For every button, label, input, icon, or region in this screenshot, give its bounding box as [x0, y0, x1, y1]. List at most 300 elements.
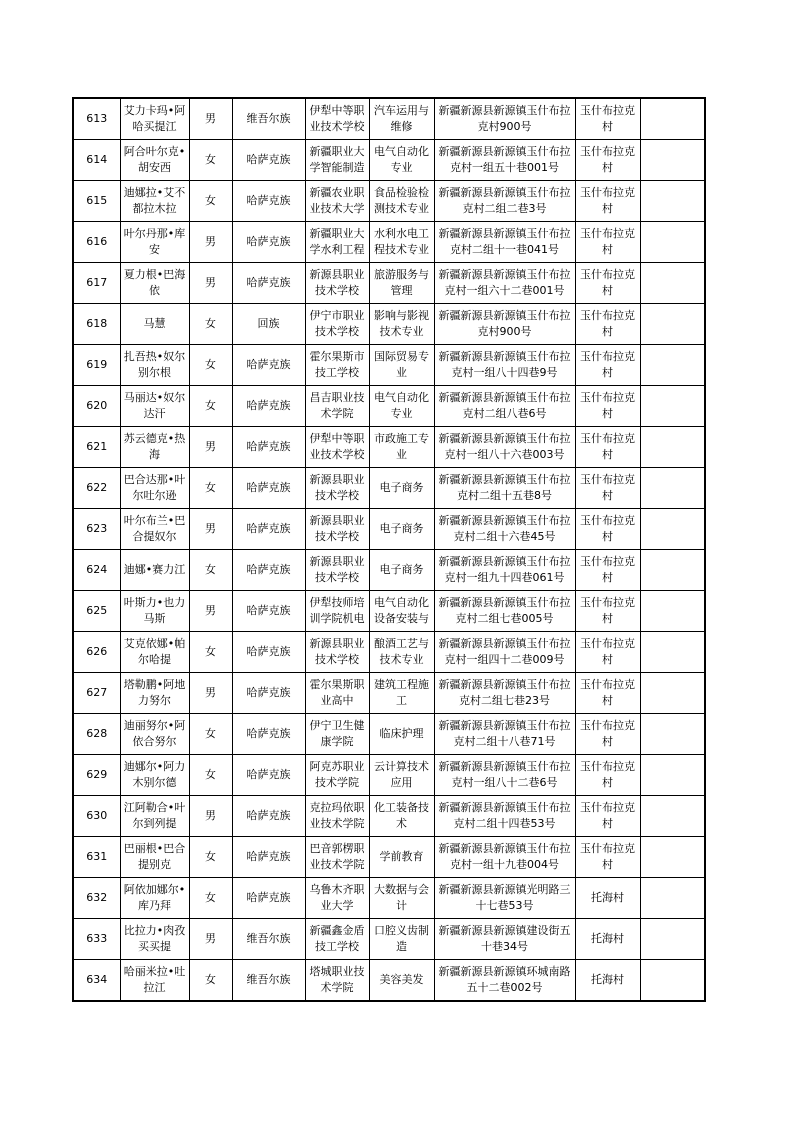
cell-index-text: 616: [86, 235, 108, 248]
cell-address: [434, 960, 575, 1002]
cell-village: [575, 632, 640, 673]
cell-gender: [189, 386, 232, 427]
cell-ethnicity: [232, 263, 305, 304]
table-row: [73, 878, 705, 919]
cell-index-text: 630: [86, 809, 108, 822]
cell-school-text: 塔城职业技术学院: [309, 965, 365, 994]
cell-index-text: 631: [86, 850, 108, 863]
cell-gender: [189, 304, 232, 345]
cell-village: [575, 140, 640, 181]
cell-gender: [189, 427, 232, 468]
cell-ethnicity-text: 哈萨克族: [246, 563, 291, 576]
cell-address: [434, 591, 575, 632]
cell-address: [434, 181, 575, 222]
cell-index-text: 613: [86, 112, 108, 125]
cell-empty: [640, 673, 705, 714]
cell-village-text: 托海村: [591, 973, 624, 986]
cell-ethnicity-text: 哈萨克族: [246, 481, 291, 494]
cell-name: [120, 304, 189, 345]
table-row: [73, 796, 705, 837]
cell-gender-text: 男: [205, 522, 216, 535]
cell-major: [369, 98, 434, 140]
cell-gender-text: 男: [205, 276, 216, 289]
cell-ethnicity: [232, 468, 305, 509]
cell-index-text: 617: [86, 276, 108, 289]
cell-ethnicity-text: 维吾尔族: [246, 112, 291, 125]
cell-ethnicity-text: 哈萨克族: [246, 440, 291, 453]
cell-major: [369, 386, 434, 427]
cell-village: [575, 550, 640, 591]
cell-empty: [640, 140, 705, 181]
cell-ethnicity-text: 哈萨克族: [246, 768, 291, 781]
cell-major: [369, 714, 434, 755]
cell-gender: [189, 673, 232, 714]
cell-village: [575, 304, 640, 345]
cell-school-text: 新疆职业大学水利工程: [309, 227, 365, 256]
cell-gender-text: 女: [205, 194, 216, 207]
cell-name-text: 阿合叶尔克•胡安西: [123, 145, 186, 174]
cell-address: [434, 632, 575, 673]
cell-major-text: 电子商务: [379, 563, 424, 576]
cell-school: [305, 960, 369, 1002]
cell-school: [305, 345, 369, 386]
cell-school-text: 克拉玛依职业技术学院: [309, 801, 365, 830]
cell-name: [120, 550, 189, 591]
table-row: [73, 755, 705, 796]
cell-name: [120, 140, 189, 181]
cell-name-text: 马丽达•奴尔达汗: [123, 391, 186, 420]
cell-address: [434, 263, 575, 304]
cell-major: [369, 427, 434, 468]
cell-school: [305, 796, 369, 837]
cell-major-text: 电气自动化专业: [374, 145, 429, 174]
cell-ethnicity-text: 哈萨克族: [246, 727, 291, 740]
cell-empty: [640, 632, 705, 673]
cell-index-text: 629: [86, 768, 108, 781]
cell-school-text: 新源县职业技术学校: [309, 555, 365, 584]
cell-ethnicity: [232, 386, 305, 427]
cell-gender: [189, 140, 232, 181]
cell-school: [305, 181, 369, 222]
cell-index-text: 634: [86, 973, 108, 986]
cell-school-text: 新源县职业技术学校: [309, 514, 365, 543]
cell-village-text: 玉什布拉克村: [580, 678, 635, 707]
cell-ethnicity: [232, 427, 305, 468]
cell-ethnicity: [232, 304, 305, 345]
cell-school-text: 新源县职业技术学校: [309, 268, 365, 297]
cell-ethnicity: [232, 345, 305, 386]
cell-school: [305, 837, 369, 878]
cell-gender-text: 女: [205, 768, 216, 781]
cell-index-text: 626: [86, 645, 108, 658]
cell-ethnicity-text: 哈萨克族: [246, 891, 291, 904]
cell-name: [120, 98, 189, 140]
table-row: [73, 509, 705, 550]
cell-school: [305, 509, 369, 550]
cell-name-text: 比拉力•肉孜买买提: [123, 924, 186, 953]
cell-major-text: 电气自动化专业: [374, 391, 429, 420]
cell-village-text: 玉什布拉克村: [580, 637, 635, 666]
cell-name: [120, 222, 189, 263]
cell-village-text: 玉什布拉克村: [580, 555, 635, 584]
cell-gender: [189, 714, 232, 755]
cell-index: [73, 673, 120, 714]
cell-ethnicity: [232, 550, 305, 591]
cell-empty: [640, 222, 705, 263]
table-row: [73, 919, 705, 960]
cell-village: [575, 878, 640, 919]
cell-school-text: 阿克苏职业技术学院: [309, 760, 365, 789]
table-row: [73, 960, 705, 1002]
cell-gender-text: 女: [205, 399, 216, 412]
cell-name: [120, 263, 189, 304]
cell-major-text: 市政施工专业: [374, 432, 429, 461]
cell-name: [120, 796, 189, 837]
cell-village: [575, 591, 640, 632]
cell-gender-text: 女: [205, 481, 216, 494]
cell-village-text: 玉什布拉克村: [580, 514, 635, 543]
cell-index: [73, 509, 120, 550]
cell-ethnicity-text: 哈萨克族: [246, 358, 291, 371]
cell-ethnicity-text: 维吾尔族: [246, 973, 291, 986]
cell-major-text: 美容美发: [379, 973, 424, 986]
table-row: [73, 304, 705, 345]
cell-name: [120, 755, 189, 796]
cell-index: [73, 919, 120, 960]
cell-empty: [640, 919, 705, 960]
cell-index-text: 615: [86, 194, 108, 207]
cell-address: [434, 140, 575, 181]
cell-ethnicity-text: 哈萨克族: [246, 645, 291, 658]
cell-school-text: 伊宁市职业技术学校: [309, 309, 365, 338]
cell-village-text: 玉什布拉克村: [580, 227, 635, 256]
cell-index: [73, 304, 120, 345]
cell-gender-text: 女: [205, 153, 216, 166]
cell-index: [73, 591, 120, 632]
cell-ethnicity: [232, 98, 305, 140]
cell-school: [305, 386, 369, 427]
cell-gender-text: 男: [205, 235, 216, 248]
cell-gender-text: 女: [205, 891, 216, 904]
cell-ethnicity-text: 维吾尔族: [246, 932, 291, 945]
cell-index: [73, 878, 120, 919]
cell-village-text: 玉什布拉克村: [580, 104, 635, 133]
cell-address-text: 新疆新源县新源镇玉什布拉克村二组八巷6号: [438, 391, 571, 420]
cell-empty: [640, 181, 705, 222]
table-row: [73, 222, 705, 263]
cell-village-text: 玉什布拉克村: [580, 801, 635, 830]
cell-village-text: 玉什布拉克村: [580, 186, 635, 215]
cell-index: [73, 468, 120, 509]
cell-ethnicity: [232, 222, 305, 263]
cell-address: [434, 796, 575, 837]
cell-address: [434, 550, 575, 591]
cell-school: [305, 140, 369, 181]
cell-name-text: 马慧: [143, 317, 166, 330]
table-row: [73, 837, 705, 878]
table-row: [73, 673, 705, 714]
cell-ethnicity: [232, 796, 305, 837]
cell-village: [575, 673, 640, 714]
table-row: [73, 345, 705, 386]
cell-gender-text: 男: [205, 932, 216, 945]
cell-index: [73, 632, 120, 673]
cell-name-text: 叶尔布兰•巴合提奴尔: [123, 514, 186, 543]
table-row: [73, 98, 705, 140]
cell-gender-text: 男: [205, 604, 216, 617]
cell-gender: [189, 263, 232, 304]
cell-village: [575, 345, 640, 386]
cell-village: [575, 263, 640, 304]
cell-address-text: 新疆新源县新源镇玉什布拉克村一组九十四巷061号: [438, 555, 571, 584]
cell-major: [369, 140, 434, 181]
cell-gender: [189, 509, 232, 550]
cell-name: [120, 632, 189, 673]
cell-gender-text: 女: [205, 973, 216, 986]
cell-index-text: 632: [86, 891, 108, 904]
cell-gender-text: 男: [205, 112, 216, 125]
cell-index: [73, 550, 120, 591]
cell-address-text: 新疆新源县新源镇玉什布拉克村一组八十四巷9号: [438, 350, 571, 379]
cell-index-text: 619: [86, 358, 108, 371]
cell-address-text: 新疆新源县新源镇建设街五十巷34号: [438, 924, 571, 953]
cell-address-text: 新疆新源县新源镇玉什布拉克村二组二巷3号: [438, 186, 571, 215]
cell-name: [120, 427, 189, 468]
cell-name-text: 迪丽努尔•阿依合努尔: [123, 719, 186, 748]
cell-empty: [640, 960, 705, 1002]
cell-name: [120, 386, 189, 427]
cell-address-text: 新疆新源县新源镇玉什布拉克村一组八十六巷003号: [438, 432, 571, 461]
cell-school: [305, 550, 369, 591]
cell-ethnicity-text: 哈萨克族: [246, 194, 291, 207]
cell-name: [120, 181, 189, 222]
cell-gender: [189, 181, 232, 222]
cell-address: [434, 509, 575, 550]
cell-village: [575, 386, 640, 427]
cell-name: [120, 673, 189, 714]
cell-school: [305, 755, 369, 796]
cell-major-text: 化工装备技术: [374, 801, 429, 830]
cell-address: [434, 673, 575, 714]
cell-name-text: 苏云德克•热海: [123, 432, 186, 461]
cell-empty: [640, 550, 705, 591]
cell-school-text: 新源县职业技术学校: [309, 637, 365, 666]
cell-name-text: 叶尔丹那•库安: [123, 227, 186, 256]
cell-major: [369, 591, 434, 632]
cell-index-text: 625: [86, 604, 108, 617]
cell-village: [575, 837, 640, 878]
cell-school-text: 伊犁技师培训学院机电: [309, 596, 365, 625]
cell-village-text: 玉什布拉克村: [580, 432, 635, 461]
cell-index: [73, 960, 120, 1002]
cell-name-text: 叶斯力•也力马斯: [123, 596, 186, 625]
cell-address-text: 新疆新源县新源镇玉什布拉克村一组五十巷001号: [438, 145, 571, 174]
cell-name: [120, 509, 189, 550]
cell-village-text: 托海村: [591, 891, 624, 904]
cell-ethnicity: [232, 837, 305, 878]
cell-ethnicity-text: 哈萨克族: [246, 399, 291, 412]
cell-empty: [640, 263, 705, 304]
cell-address-text: 新疆新源县新源镇玉什布拉克村一组四十二巷009号: [438, 637, 571, 666]
cell-gender: [189, 837, 232, 878]
cell-name-text: 迪娜尔•阿力木别尔德: [123, 760, 186, 789]
cell-address-text: 新疆新源县新源镇玉什布拉克村二组十六巷45号: [438, 514, 571, 543]
cell-index-text: 628: [86, 727, 108, 740]
cell-address-text: 新疆新源县新源镇玉什布拉克村二组七巷005号: [438, 596, 571, 625]
cell-school: [305, 304, 369, 345]
cell-village-text: 玉什布拉克村: [580, 350, 635, 379]
cell-address-text: 新疆新源县新源镇玉什布拉克村二组七巷23号: [438, 678, 571, 707]
cell-gender: [189, 345, 232, 386]
cell-ethnicity: [232, 919, 305, 960]
cell-gender-text: 男: [205, 686, 216, 699]
cell-address-text: 新疆新源县新源镇玉什布拉克村二组十五巷8号: [438, 473, 571, 502]
cell-empty: [640, 878, 705, 919]
cell-gender-text: 女: [205, 317, 216, 330]
cell-ethnicity: [232, 960, 305, 1002]
cell-empty: [640, 837, 705, 878]
cell-village-text: 玉什布拉克村: [580, 309, 635, 338]
cell-empty: [640, 304, 705, 345]
cell-index: [73, 755, 120, 796]
cell-major-text: 汽车运用与维修: [374, 104, 429, 133]
cell-village: [575, 181, 640, 222]
cell-ethnicity-text: 哈萨克族: [246, 153, 291, 166]
cell-index-text: 624: [86, 563, 108, 576]
cell-village: [575, 509, 640, 550]
cell-major: [369, 796, 434, 837]
cell-ethnicity-text: 哈萨克族: [246, 522, 291, 535]
cell-gender: [189, 98, 232, 140]
cell-school: [305, 263, 369, 304]
cell-index-text: 627: [86, 686, 108, 699]
cell-address: [434, 837, 575, 878]
cell-ethnicity: [232, 181, 305, 222]
cell-ethnicity: [232, 673, 305, 714]
cell-address: [434, 345, 575, 386]
cell-village: [575, 427, 640, 468]
cell-address: [434, 714, 575, 755]
cell-gender: [189, 960, 232, 1002]
cell-school-text: 伊犁中等职业技术学校: [309, 104, 365, 133]
cell-empty: [640, 468, 705, 509]
cell-index-text: 633: [86, 932, 108, 945]
cell-gender: [189, 878, 232, 919]
table-row: [73, 468, 705, 509]
cell-index-text: 621: [86, 440, 108, 453]
cell-gender: [189, 468, 232, 509]
cell-ethnicity-text: 哈萨克族: [246, 850, 291, 863]
cell-major: [369, 468, 434, 509]
cell-address-text: 新疆新源县新源镇玉什布拉克村900号: [438, 104, 571, 133]
cell-ethnicity: [232, 509, 305, 550]
cell-major-text: 影响与影视技术专业: [374, 309, 429, 338]
cell-school-text: 新疆鑫金盾技工学校: [309, 924, 365, 953]
cell-name-text: 扎吾热•奴尔别尔根: [123, 350, 186, 379]
cell-address-text: 新疆新源县新源镇光明路三十七巷53号: [438, 883, 571, 912]
cell-index: [73, 427, 120, 468]
cell-ethnicity: [232, 632, 305, 673]
cell-major-text: 国际贸易专业: [374, 350, 429, 379]
cell-ethnicity-text: 哈萨克族: [246, 604, 291, 617]
cell-gender-text: 女: [205, 727, 216, 740]
cell-school-text: 昌吉职业技术学院: [309, 391, 365, 420]
cell-major: [369, 222, 434, 263]
cell-major-text: 电子商务: [379, 522, 424, 535]
cell-school: [305, 632, 369, 673]
cell-empty: [640, 591, 705, 632]
cell-village: [575, 919, 640, 960]
cell-address-text: 新疆新源县新源镇玉什布拉克村一组六十二巷001号: [438, 268, 571, 297]
cell-name-text: 夏力根•巴海依: [123, 268, 186, 297]
cell-ethnicity: [232, 140, 305, 181]
cell-address: [434, 427, 575, 468]
cell-school: [305, 222, 369, 263]
cell-ethnicity-text: 回族: [257, 317, 280, 330]
cell-school-text: 霍尔果斯市技工学校: [309, 350, 365, 379]
cell-gender-text: 男: [205, 440, 216, 453]
cell-gender: [189, 591, 232, 632]
cell-gender: [189, 755, 232, 796]
cell-ethnicity-text: 哈萨克族: [246, 235, 291, 248]
cell-index-text: 623: [86, 522, 108, 535]
cell-address-text: 新疆新源县新源镇玉什布拉克村二组十八巷71号: [438, 719, 571, 748]
table-row: [73, 386, 705, 427]
cell-major-text: 旅游服务与管理: [374, 268, 429, 297]
cell-village-text: 玉什布拉克村: [580, 596, 635, 625]
cell-village: [575, 468, 640, 509]
cell-school-text: 霍尔果斯职业高中: [309, 678, 365, 707]
cell-major: [369, 878, 434, 919]
cell-major: [369, 960, 434, 1002]
cell-major-text: 建筑工程施工: [374, 678, 429, 707]
cell-major-text: 云计算技术应用: [374, 760, 429, 789]
cell-ethnicity: [232, 878, 305, 919]
cell-village-text: 玉什布拉克村: [580, 145, 635, 174]
cell-index: [73, 140, 120, 181]
cell-address-text: 新疆新源县新源镇玉什布拉克村二组十四巷53号: [438, 801, 571, 830]
cell-name-text: 塔勒鹏•阿地力努尔: [123, 678, 186, 707]
cell-major: [369, 632, 434, 673]
cell-major: [369, 919, 434, 960]
cell-village-text: 托海村: [591, 932, 624, 945]
cell-index: [73, 263, 120, 304]
cell-major-text: 电子商务: [379, 481, 424, 494]
cell-major: [369, 673, 434, 714]
table-row: [73, 550, 705, 591]
cell-village-text: 玉什布拉克村: [580, 719, 635, 748]
cell-major: [369, 755, 434, 796]
cell-school: [305, 673, 369, 714]
cell-major-text: 口腔义齿制造: [374, 924, 429, 953]
cell-school-text: 伊犁中等职业技术学校: [309, 432, 365, 461]
cell-ethnicity-text: 哈萨克族: [246, 809, 291, 822]
cell-gender-text: 女: [205, 563, 216, 576]
cell-major: [369, 837, 434, 878]
cell-school: [305, 714, 369, 755]
cell-school: [305, 878, 369, 919]
cell-school: [305, 591, 369, 632]
cell-village: [575, 796, 640, 837]
cell-name: [120, 878, 189, 919]
cell-name-text: 艾克依娜•帕尔哈提: [123, 637, 186, 666]
cell-gender: [189, 222, 232, 263]
cell-village: [575, 714, 640, 755]
cell-index: [73, 181, 120, 222]
cell-address: [434, 878, 575, 919]
table-row: [73, 632, 705, 673]
table-row: [73, 714, 705, 755]
